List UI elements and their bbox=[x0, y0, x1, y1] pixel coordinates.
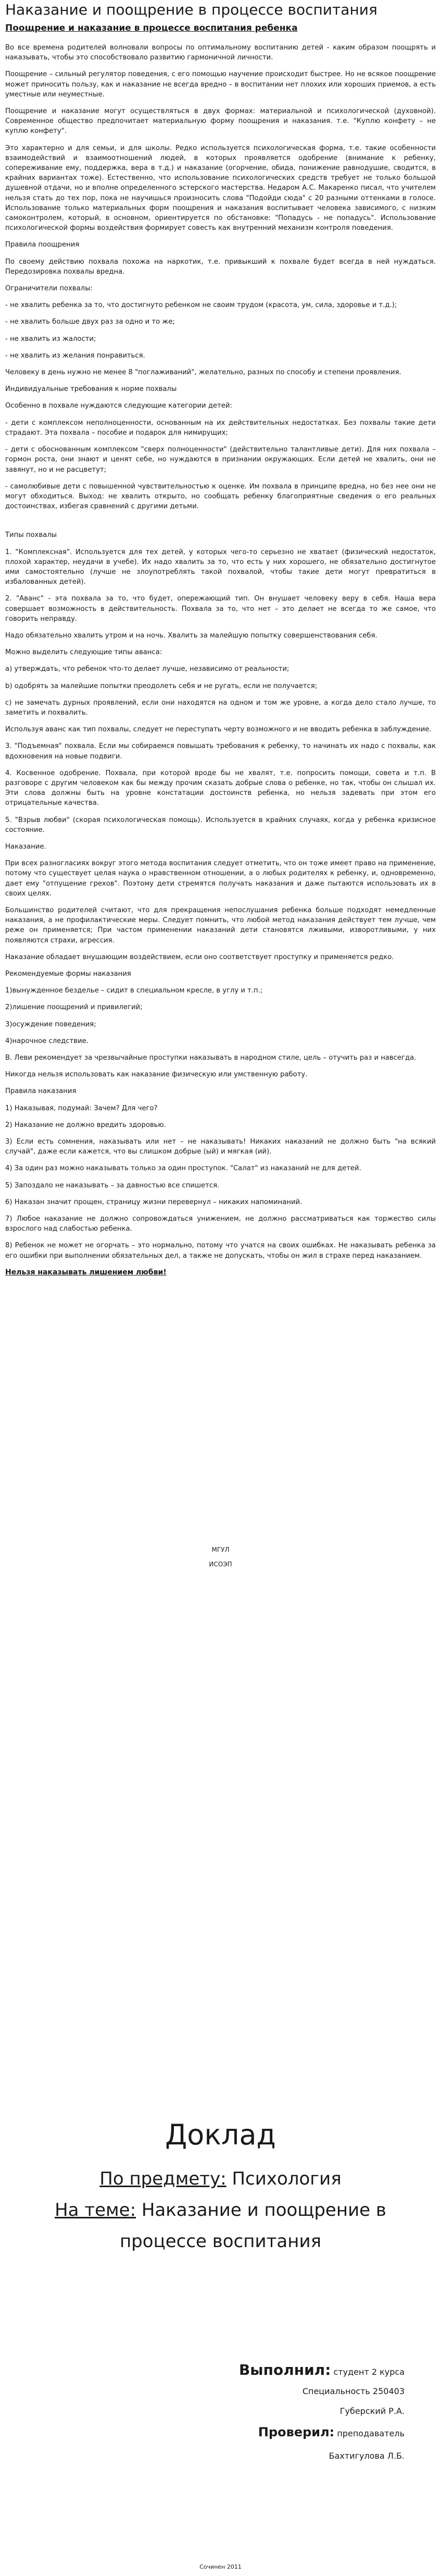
institution-name: МГУЛ bbox=[211, 1546, 230, 1553]
list-item: - не хвалить из жалости; bbox=[5, 335, 96, 343]
section-heading-punishment: Наказание. bbox=[5, 842, 46, 851]
list-item: 6) Наказан значит прощен, страницу жизни перевернул – никаких напоминаний. bbox=[5, 1198, 303, 1206]
list-item: с) не замечать дурных проявлений, если они находятся на одном и том же уровне, а когда дело стало лучше, то заметить и похвалить. bbox=[5, 698, 436, 717]
paragraph: Большинство родителей считают, что для прекращения непослушания ребенка больше подходят немедленные наказания, а не профилактические меры. Следует помнить, что любой метод наказания действует тем лучше, чем реже он применяется; При частом применении наказаний дети становятся лживыми, изворотливыми, у них появляются страхи, агрессия. bbox=[5, 906, 436, 944]
performed-by-label: Выполнил: bbox=[238, 2361, 331, 2378]
document-body bbox=[5, 43, 436, 1315]
list-item: 8) Ребенок не может не огорчать – это нормально, потому что учатся на своих ошибках. Не наказывать ребенка за его ошибки при выполнении обязательных дел, а также не допускать, чтобы он жил в страхе перед наказанием. bbox=[5, 1242, 436, 1260]
list-item: - не хвалить ребенка за то, что достигнуто ребенком не своим трудом (красота, ум, сила, здоровье и т.д.); bbox=[5, 301, 397, 310]
topic-line-2: процессе воспитания bbox=[119, 2231, 322, 2252]
document-subtitle: Поощрение и наказание в процессе воспитания ребенка bbox=[5, 23, 298, 33]
subject-line bbox=[0, 2163, 441, 2194]
paragraph: Поощрение – сильный регулятор поведения, с его помощью научение происходит быстрее. Но не всякое поощрение может приносить пользу, как и наказание не всегда вредно – в воспитании нет плохих или хороших приемов, а есть уместные или неуместные. bbox=[5, 70, 436, 99]
section-heading: Индивидуальные требования к норме похвалы bbox=[5, 385, 177, 394]
list-item: 3) Если есть сомнения, наказывать или нет – не наказывать! Никаких наказаний не должно быть "на всякий случай", даже если кажется, что вы слишком добрые (ый) и мягкая (ий). bbox=[5, 1138, 436, 1156]
paragraph: Во все времена родителей волновали вопросы по оптимальному воспитанию детей - каким образом поощрять и наказывать, чтобы это способствовало развитию гармоничной личности. bbox=[5, 44, 436, 62]
document-title: Наказание и поощрение в процессе воспитания bbox=[5, 1, 377, 18]
paragraph: Наказание обладает внушающим воздействием, если оно соответствует проступку и применяется редко. bbox=[5, 953, 394, 961]
section-heading-praise-types: Типы похвалы bbox=[5, 531, 57, 539]
paragraph: Никогда нельзя использовать как наказание физическую или умственную работу. bbox=[5, 1071, 308, 1079]
paragraph: 3. "Подъемная" похвала. Если мы собираемся повышать требования к ребенку, то начинать их надо с похвалы, как вдохновения на новые подвиги. bbox=[5, 742, 436, 760]
paragraph: Используя аванс как тип похвалы, следует не переступать черту возможного и не вводить ребенка в заблуждение. bbox=[5, 726, 432, 734]
list-item: 1) Наказывая, подумай: Зачем? Для чего? bbox=[5, 1104, 158, 1112]
paragraph: Человеку в день нужно не менее 8 "поглаживаний", желательно, разных по способу и степени проявления. bbox=[5, 369, 401, 377]
report-topic-block bbox=[0, 2163, 441, 2257]
subject-label: По предмету: bbox=[99, 2168, 226, 2189]
list-item: 5) Запоздало не наказывать – за давностью все спишется. bbox=[5, 1181, 220, 1189]
report-type-title: Доклад bbox=[165, 2118, 276, 2151]
paragraph: 5. "Взрыв любви" (скорая психологическая помощь). Используется в крайних случаях, когда у ребенка кризисное состояние. bbox=[5, 816, 436, 834]
paragraph: Можно выделить следующие типы аванса: bbox=[5, 648, 162, 657]
paragraph: В. Леви рекомендует за чрезвычайные проступки наказывать в народном стиле, цель – отучить раз и навсегда. bbox=[5, 1054, 417, 1062]
list-item: 4)нарочное следствие. bbox=[5, 1037, 89, 1045]
performed-by-value: студент 2 курса bbox=[333, 2367, 405, 2377]
checked-by-label: Проверил: bbox=[258, 2425, 335, 2439]
closing-statement: Нельзя наказывать лишением любви! bbox=[5, 1268, 167, 1277]
paragraph: 1. "Комплексная". Используется для тех детей, у которых чего-то серьезно не хватает (физический недостаток, плохой характер, неудачи в учебе). Их надо хвалить за то, что есть у них хорошего, не обязательно достигнутое ими самостоятельно (лучше не злоупотреблять такой похвалой, чтобы такие дети могут превратиться в избалованных детей). bbox=[5, 548, 436, 586]
section-heading: Рекомендуемые формы наказания bbox=[5, 970, 131, 978]
paragraph: По своему действию похвала похожа на наркотик, т.е. привыкший к похвале будет всегда в ней нуждаться. Передозировка похвалы вредна. bbox=[5, 257, 436, 276]
list-item: b) одобрять за малейшие попытки преодолеть себя и не ругать, если не получается; bbox=[5, 682, 318, 690]
list-item: 2) Наказание не должно вредить здоровью. bbox=[5, 1121, 166, 1129]
subject-value: Психология bbox=[232, 2168, 342, 2189]
topic-label: На теме: bbox=[55, 2200, 136, 2221]
list-item: - дети с обоснованным комплексом "сверх полноценности" (действительно талантливые дети). Для них похвала – гормон роста, они знают и ценят себе, но нуждаются в признании окружающих. Если детей не хвалить, они не завянут, но и не расцветут; bbox=[5, 446, 436, 474]
paragraph: При всех разногласиях вокруг этого метода воспитания следует отметить, что он тоже имеет право на применение, потому что существует целая наука о нравственном отношении, а о любых родителях к ребенку, и, одновременно, дает ему "отпущение грехов". Поэтому дети стремятся получать наказания и даже пытаются использовать их в своих целях. bbox=[5, 860, 436, 898]
paragraph: Надо обязательно хвалить утром и на ночь. Хвалить за малейшую попытку совершенствования себя. bbox=[5, 631, 377, 640]
footer-year: Сочинен 2011 bbox=[199, 2563, 242, 2570]
department-name: ИСОЭП bbox=[209, 1561, 232, 1568]
paragraph: Поощрение и наказание могут осуществляться в двух формах: материальной и психологической (духовной). Современное общество предпочитает материальную форму поощрения и наказания. т.е. "Куплю конфету – не куплю конфету". bbox=[5, 107, 436, 136]
section-heading-praise-rules: Правила поощрения bbox=[5, 241, 80, 249]
paragraph: Это характерно и для семьи, и для школы. Редко используется психологическая форма, т.е. такие особенности взаимодействий и взаимоотношений людей, в которых проявляется одобрение (внимание к ребенку, сопереживание ему, поддержка, вера в т.д.) и наказание (огорчение, обида, понижение равнодушие, сводится, в крайних вариантах тоже). Естественно, что использование психологических средств требует не только большой душевной отдачи, но и вполне определенного эстерского мастерства. Недаром А.С. Макаренко писал, что учителем нельзя стать до тех пор, пока не научишься произносить слова "Подойди сюда" с 20 разными оттенками в голосе. Использование только материальных форм поощрения и наказания воспитывает человека зависимого, с низким самоконтролем, который, в основном, ориентируется по обстановке: "Попадусь - не попадусь". Использование психологической формы воздействия формирует совесть как внутренний механизм контроля поведения. bbox=[5, 144, 436, 232]
paragraph: Ограничители похвалы: bbox=[5, 285, 93, 293]
paragraph: Особенно в похвале нуждаются следующие категории детей: bbox=[5, 402, 232, 410]
list-item: - самолюбивые дети с повышенной чувствительностью к оценке. Им похвала в принципе вредна, но без нее они не могут обходиться. Выход: не хвалить открыто, но сообщать ребенку благоприятные сведения о его реальных достоинствах, избегая сравнений с другими детьми. bbox=[5, 482, 436, 511]
checked-by-line bbox=[258, 2425, 405, 2439]
list-item: - не хвалить из желания понравиться. bbox=[5, 351, 145, 360]
section-heading-punishment-rules: Правила наказания bbox=[5, 1087, 77, 1096]
paragraph: 4. Косвенное одобрение. Похвала, при которой вроде бы не хвалят, т.е. попросить помощи, совета и т.п. В разговоре с другим человеком как бы между прочим сказать добрые слова о ребенке, но так, чтобы он слышал их. Эти слова должны быть на уровне констатации достоинств ребенка, но нельзя задевать при этом его отрицательные качества. bbox=[5, 769, 436, 807]
performed-by-line bbox=[239, 2361, 405, 2378]
list-item: а) утверждать, что ребенок что-то делает лучше, независимо от реальности; bbox=[5, 665, 289, 673]
list-item: - не хвалить больше двух раз за одно и то же; bbox=[5, 318, 175, 326]
list-item: 7) Любое наказание не должно сопровождаться унижением, не должно рассматриваться как торжество силы взрослого над слабостью ребенка. bbox=[5, 1215, 436, 1233]
list-item: 4) За один раз можно наказывать только за один проступок. "Салат" из наказаний не для детей. bbox=[5, 1164, 361, 1173]
topic-line bbox=[0, 2194, 441, 2226]
topic-value: Наказание и поощрение в bbox=[141, 2200, 386, 2221]
checked-by-value: преподаватель bbox=[337, 2428, 405, 2438]
list-item: 2)лишение поощрений и привилегий; bbox=[5, 1003, 143, 1012]
list-item: 1)вынужденное безделье – сидит в специальном кресле, в углу и т.п.; bbox=[5, 987, 263, 995]
list-item: 3)осуждение поведения; bbox=[5, 1020, 96, 1028]
paragraph: 2. "Аванс" - эта похвала за то, что будет, опережающий тип. Он внушает человеку веру в себя. Наша вера совершает возможность в действительность. Похвала за то, что нет – это делает не всегда то же самое, что говорить неправду. bbox=[5, 595, 436, 623]
specialty-line: Специальность 250403 bbox=[302, 2386, 405, 2396]
list-item: - дети с комплексом неполноценности, основанным на их действительных недостатках. Без похвалы такие дети страдают. Эта похвала – пособие и подарок для нимирущих; bbox=[5, 419, 436, 437]
teacher-name: Бахтигулова Л.Б. bbox=[329, 2451, 405, 2461]
student-name: Губерский Р.А. bbox=[339, 2406, 405, 2416]
